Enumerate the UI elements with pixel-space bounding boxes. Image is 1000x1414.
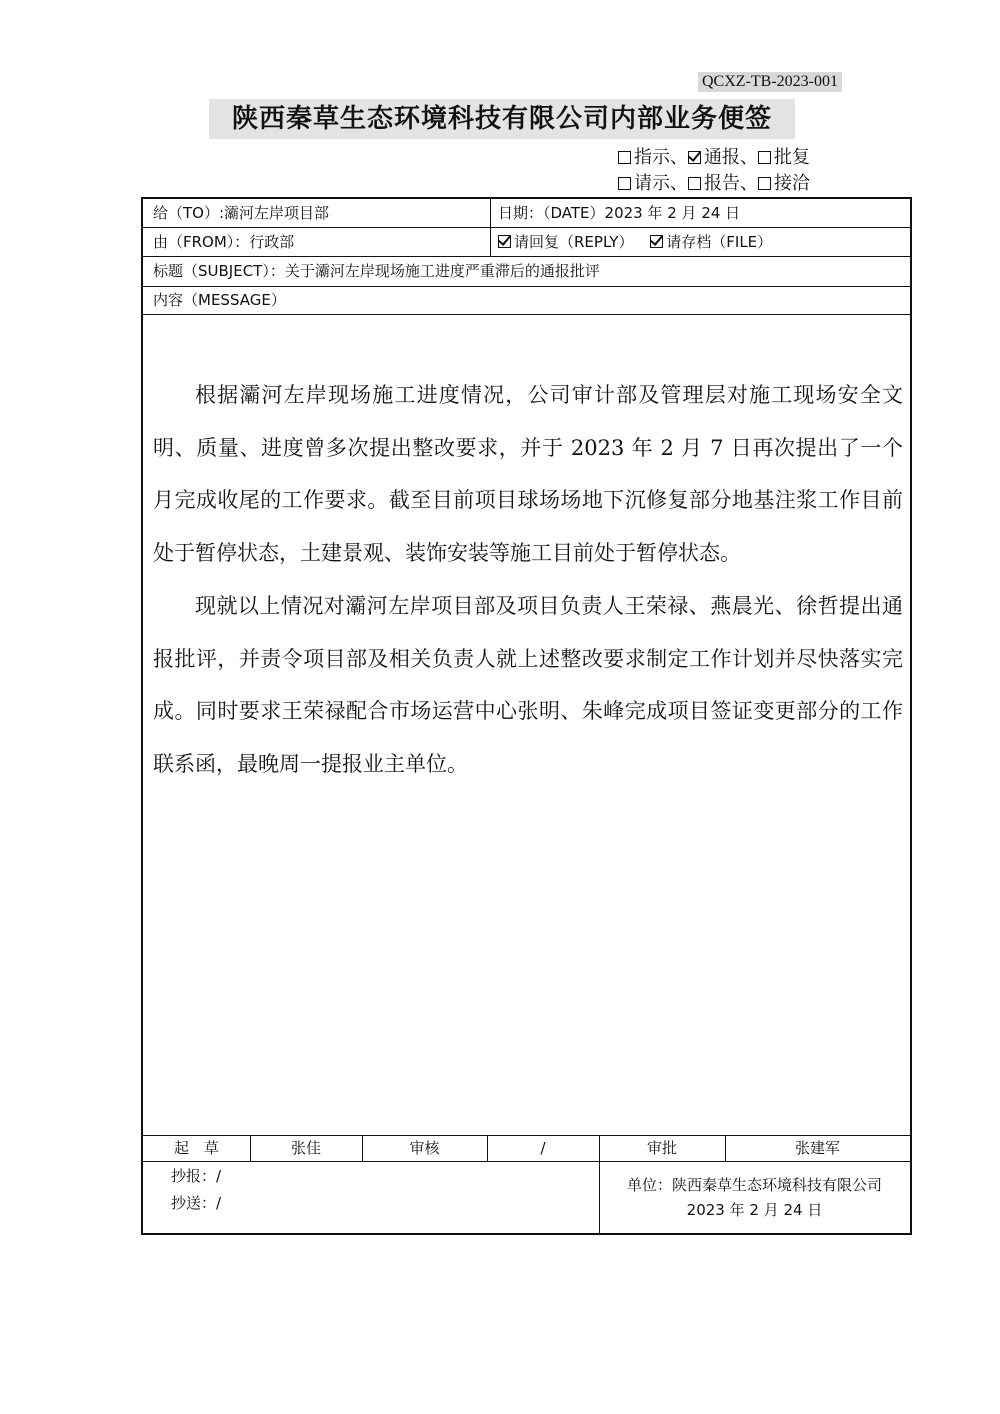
report-to: 抄报：/ [171,1167,222,1185]
checkbox-icon [758,177,771,190]
footer-divider [143,1161,600,1162]
reply-label: 请回复（REPLY） [514,233,634,251]
review-label: 审核 [409,1139,440,1157]
option-approval-reply[interactable] [758,146,810,170]
from-field: 由（FROM）：行政部 [153,233,295,251]
option-label: 指示 [634,147,670,168]
draft-label: 起 草 [173,1139,219,1157]
checkbox-icon [618,151,631,164]
separator: 、 [670,147,688,168]
reply-option[interactable] [498,232,633,252]
row-divider [143,227,910,228]
option-label: 接洽 [774,173,810,194]
reply-file-options [498,232,772,252]
subject-field: 标题（SUBJECT）：关于灞河左岸现场施工进度严重滞后的通报批评 [153,262,600,280]
approve-name: 张建军 [794,1139,840,1157]
document-title: 陕西秦草生态环境科技有限公司内部业务便签 [209,99,795,139]
option-liaison[interactable] [758,172,810,196]
option-label: 批复 [774,147,810,168]
row-divider [143,314,910,315]
notice-type-row-2 [618,172,810,196]
option-bulletin[interactable] [688,146,740,170]
separator: 、 [740,173,758,194]
notice-type-row-1 [618,146,810,170]
message-label: 内容（MESSAGE） [153,291,286,309]
to-field: 给（TO）:灞河左岸项目部 [153,204,330,222]
file-label: 请存档（FILE） [666,233,773,251]
message-body [153,369,903,791]
review-name: / [540,1139,546,1157]
checkbox-icon [688,177,701,190]
draft-name: 张佳 [290,1139,321,1157]
copy-to: 抄送：/ [171,1194,222,1212]
memo-form [141,197,912,1235]
column-divider [490,199,491,256]
checked-box-icon [688,151,701,164]
option-label: 通报 [704,147,740,168]
row-divider [143,286,910,287]
body-paragraph-2: 现就以上情况对灞河左岸项目部及项目负责人王荣禄、燕晨光、徐哲提出通报批评，并责令项目部及相关负责人就上述整改要求制定工作计划并尽快落实完成。同时要求王荣禄配合市场运营中心张明、朱峰完成项目签证变更部分的工作联系函，最晚周一提报业主单位。 [153,593,903,776]
date-field: 日期：（DATE）2023 年 2 月 24 日 [498,204,741,222]
separator: 、 [670,173,688,194]
separator: 、 [740,147,758,168]
footer-top-divider [143,1135,910,1136]
option-instruction[interactable] [618,146,670,170]
checkbox-icon [618,177,631,190]
option-report[interactable] [688,172,740,196]
approve-label: 审批 [646,1139,677,1157]
document-code: QCXZ-TB-2023-001 [698,72,842,92]
issue-date: 2023 年 2 月 24 日 [686,1201,823,1219]
checkbox-icon [758,151,771,164]
option-label: 报告 [704,173,740,194]
option-request[interactable] [618,172,670,196]
checked-box-icon [498,235,511,248]
footer-divider [599,1161,910,1162]
body-paragraph-1: 根据灞河左岸现场施工进度情况，公司审计部及管理层对施工现场安全文明、质量、进度曾多次提出整改要求，并于 2023 年 2 月 7 日再次提出了一个月完成收尾的工作要求。截至目前项目球场场地下沉修复部分地基注浆工作目前处于暂停状态，土建景观、装饰安装等施工目前处于暂停状态。 [153,383,903,566]
checked-box-icon [650,235,663,248]
row-divider [143,256,910,257]
file-option[interactable] [650,232,772,252]
option-label: 请示 [634,173,670,194]
issuing-unit: 单位：陕西秦草生态环境科技有限公司 [626,1176,882,1194]
